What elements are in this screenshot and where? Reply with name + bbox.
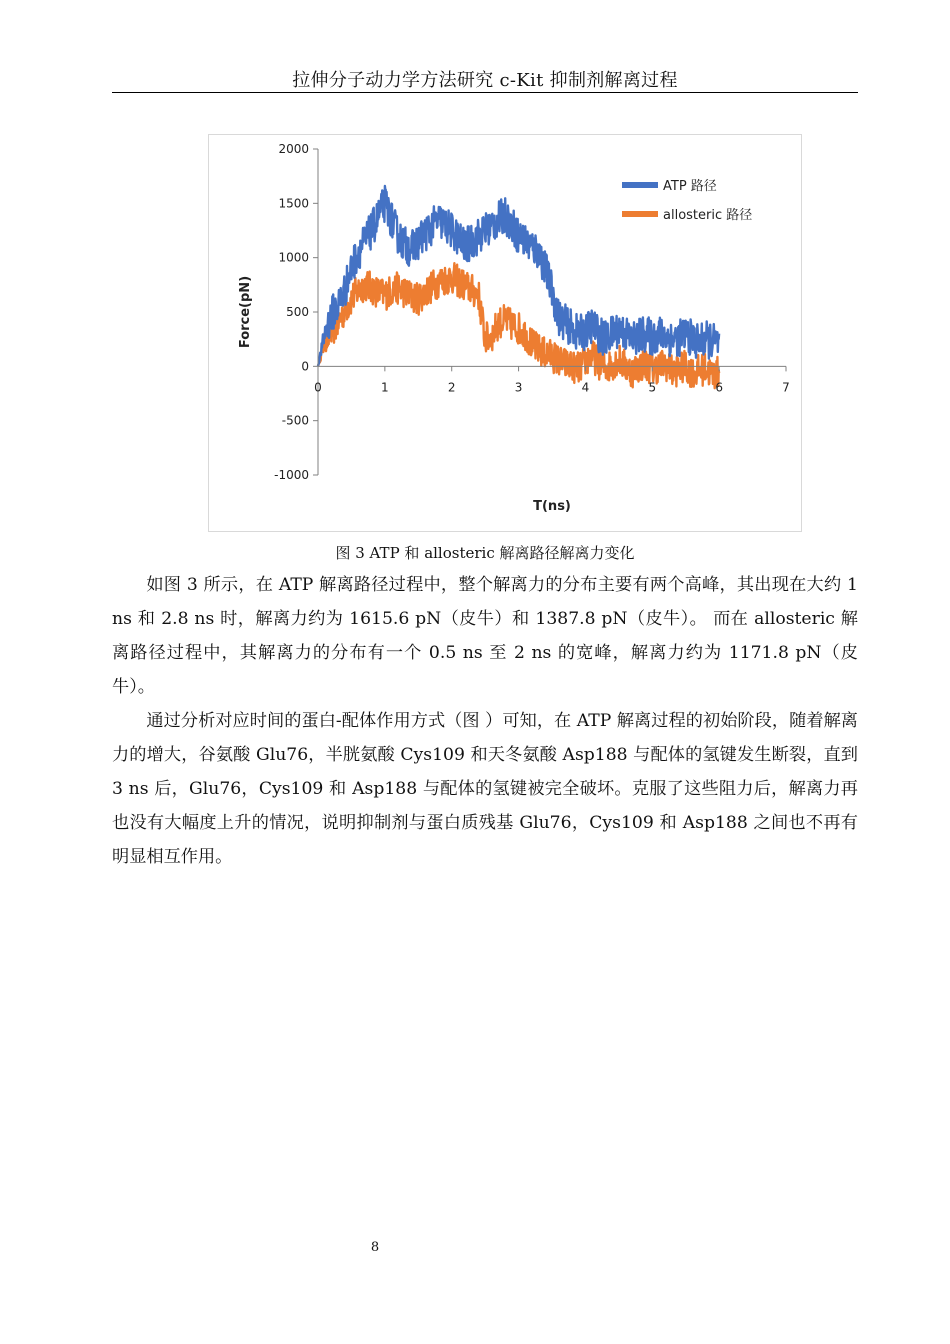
x-tick-label: 6 [715,380,723,395]
y-tick-label: 2000 [278,142,309,156]
x-tick-label: 3 [514,380,523,395]
y-tick-label: 1500 [278,196,309,211]
y-tick-label: 0 [301,359,309,374]
force-chart [208,134,802,532]
x-tick-label: 0 [314,380,322,395]
chart-legend [622,179,752,223]
y-tick-label: 1000 [278,250,309,265]
y-tick-label: 500 [286,305,309,319]
x-tick-label: 4 [581,380,590,395]
x-tick-label: 1 [381,380,389,395]
force-chart-svg [209,135,801,531]
y-tick-label: -500 [281,413,309,428]
y-tick-label: -1000 [274,468,309,482]
y-axis-title: Force(pN) [238,275,253,349]
legend-label-atp: ATP 路径 [663,179,717,194]
x-tick-label: 7 [782,380,790,395]
figure-caption: 图 3 ATP 和 allosteric 解离路径解离力变化 [335,544,635,562]
legend-swatch-allosteric [622,211,658,217]
paragraph: 如图 3 所示，在 ATP 解离路径过程中，整个解离力的分布主要有两个高峰，其出现在大约 1 ns 和 2.8 ns 时，解离力约为 1615.6 pN（皮牛）和 1387.8 pN（皮牛）。 而在 allosteric 解离路径过程中，其解离力的分布有一个 0.5 ns 至 2 ns 的宽峰，解离力约为 1171.8 pN（皮牛）。 [112,575,858,697]
header-rule [112,92,858,93]
x-axis-title: T(ns) [533,499,571,514]
page-number: 8 [370,1240,380,1255]
legend-swatch-atp [622,182,658,188]
x-tick-label: 2 [447,380,456,395]
paragraph: 通过分析对应时间的蛋白-配体作用方式（图 ）可知，在 ATP 解离过程的初始阶段，随着解离力的增大，谷氨酸 Glu76，半胱氨酸 Cys109 和天冬氨酸 Asp188 与配体的氢键发生断裂，直到 3 ns 后，Glu76，Cys109 和 Asp188 与配体的氢键被完全破坏。克服了这些阻力后，解离力再也没有大幅度上升的情况，说明抑制剂与蛋白质残基 Glu76，Cys109 和 Asp188 之间也不再有明显相互作用。 [112,711,858,867]
legend-label-allosteric: allosteric 路径 [663,208,753,223]
body-text [112,568,858,874]
running-header: 拉伸分子动力学方法研究 c-Kit 抑制剂解离过程 [292,70,678,91]
x-tick-label: 5 [648,380,657,395]
